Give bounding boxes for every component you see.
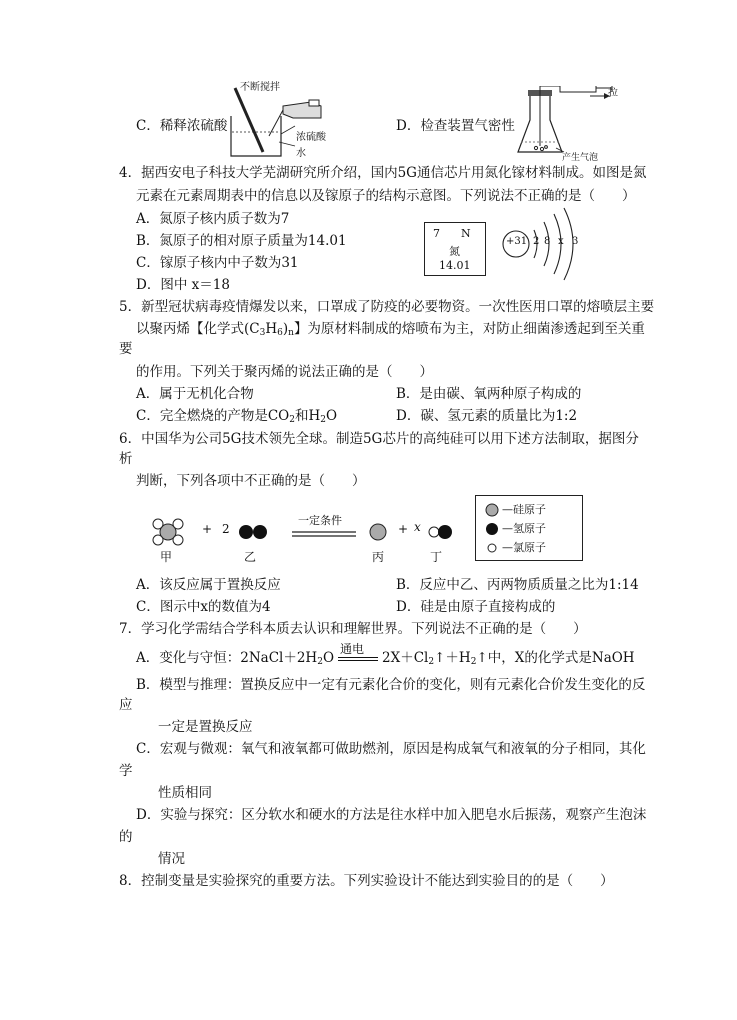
q6-option-b: B．反应中乙、丙两物质质量之比为1:14 xyxy=(396,577,639,593)
q4-stem-line2: 元素在元素周期表中的信息以及镓原子的结构示意图。下列说法不正确的是（ ） xyxy=(136,188,636,204)
coefficient-x: x xyxy=(414,520,421,534)
coefficient-2: 2 xyxy=(222,522,230,536)
legend-silicon: —硅原子 xyxy=(502,503,546,516)
shell-1: 2 xyxy=(533,236,540,247)
label-bing: 丙 xyxy=(372,550,385,564)
q4-option-b: B．氮原子的相对原子质量为14.01 xyxy=(136,233,347,249)
q5-option-a: A．属于无机化合物 xyxy=(136,386,254,402)
acid-label: 浓硫酸 xyxy=(296,132,326,143)
atomic-mass: 14.01 xyxy=(439,259,471,272)
q5-stem-line1: 5．新型冠状病毒疫情爆发以来，口罩成了防疫的必要物资。一次性医用口罩的熔喷层主要 xyxy=(119,299,655,315)
q7-option-b-line1: B．模型与推理：置换反应中一定有元素化合价的变化，则有元素化合价发生变化的反 xyxy=(136,677,646,693)
legend-chlorine: —氯原子 xyxy=(502,541,546,554)
q3-option-c: C．稀释浓硫酸 xyxy=(136,118,228,134)
q6-option-c: C．图示中x的数值为4 xyxy=(136,599,271,615)
q5-option-d: D．碳、氢元素的质量比为1:2 xyxy=(396,408,578,424)
legend-hydrogen: —氢原子 xyxy=(502,522,546,535)
stir-label: 不断搅拌 xyxy=(240,82,280,93)
q3-option-d: D．检查装置气密性 xyxy=(396,118,515,134)
q4-stem-line1: 4．据西安电子科技大学芜湖研究所介绍，国内5G通信芯片用氮化镓材料制成。如图是氮 xyxy=(119,165,647,181)
q4-option-d: D．图中 x＝18 xyxy=(136,277,230,293)
q7-option-d-line1: D．实验与探究：区分软水和硬水的方法是往水样中加入肥皂水后振荡，观察产生泡沫 xyxy=(136,807,647,823)
plus-sign-1: + xyxy=(202,522,213,536)
q8-stem: 8．控制变量是实验探究的重要方法。下列实验设计不能达到实验目的的是（ ） xyxy=(119,873,614,889)
q6-stem-line3: 判断，下列各项中不正确的是（ ） xyxy=(136,473,366,489)
q7-option-d-line3: 情况 xyxy=(158,851,185,867)
water-label: 水 xyxy=(296,148,306,159)
element-name: 氮 xyxy=(449,245,460,258)
label-yi: 乙 xyxy=(244,550,257,564)
q5-option-c: C．完全燃烧的产物是$CO_2$和$H_2O$ xyxy=(136,408,338,425)
nucleus-charge: +31 xyxy=(506,236,528,247)
q7-option-c-line2: 学 xyxy=(119,763,133,779)
q4-option-c: C．镓原子核内中子数为31 xyxy=(136,255,299,271)
q7-stem: 7．学习化学需结合学科本质去认识和理解世界。下列说法不正确的是（ ） xyxy=(119,621,587,637)
pull-label: 拉 xyxy=(608,88,618,99)
q6-option-d: D．硅是由原子直接构成的 xyxy=(396,599,556,615)
label-jia: 甲 xyxy=(160,550,173,564)
q6-stem-line1: 6．中国华为公司5G技术领先全球。制造5G芯片的高纯硅可以用下述方法制取，据图分 xyxy=(119,431,639,447)
shell-2: 8 xyxy=(544,236,551,247)
q7-option-d-line2: 的 xyxy=(119,829,133,845)
q7-option-b-line3: 一定是置换反应 xyxy=(158,719,253,735)
condition-label: 一定条件 xyxy=(298,514,342,527)
nitrogen-element-cell xyxy=(424,222,486,276)
q6-option-a: A．该反应属于置换反应 xyxy=(136,577,281,593)
q7-option-c-line3: 性质相同 xyxy=(158,785,212,801)
electrolysis-condition: 通电 xyxy=(340,642,365,656)
shell-3: x xyxy=(558,236,564,247)
q5-stem-line2: 以聚丙烯【化学式$(C_3H_6)_n$】为原材料制成的熔喷布为主，对防止细菌渗透起到至关重 xyxy=(136,321,645,338)
atomic-number: 7 xyxy=(433,227,440,240)
shell-4: 3 xyxy=(572,236,579,247)
q7-option-b-line2: 应 xyxy=(119,697,133,713)
plus-sign-2: + xyxy=(398,522,409,536)
atom-legend xyxy=(475,495,583,561)
q5-option-b: B．是由碳、氧两种原子构成的 xyxy=(396,386,582,402)
q5-stem-line3: 要 xyxy=(119,341,133,357)
label-ding: 丁 xyxy=(430,550,443,564)
bubbles-label: 产生气泡 xyxy=(562,153,599,163)
q7-option-a: A．变化与守恒：$2NaCl+2H_2O$ 通电 $2X+Cl_2↑+H_2↑$中，X的化学式是NaOH xyxy=(136,642,635,667)
element-symbol: N xyxy=(461,227,471,240)
q4-option-a: A．氮原子核内质子数为7 xyxy=(136,211,290,227)
q7-option-c-line1: C．宏观与微观：氧气和液氧都可做助燃剂，原因是构成氧气和液氧的分子相同，其化 xyxy=(136,741,646,757)
q6-stem-line2: 析 xyxy=(119,451,133,467)
q5-stem-line4: 的作用。下列关于聚丙烯的说法正确的是（ ） xyxy=(136,364,433,380)
